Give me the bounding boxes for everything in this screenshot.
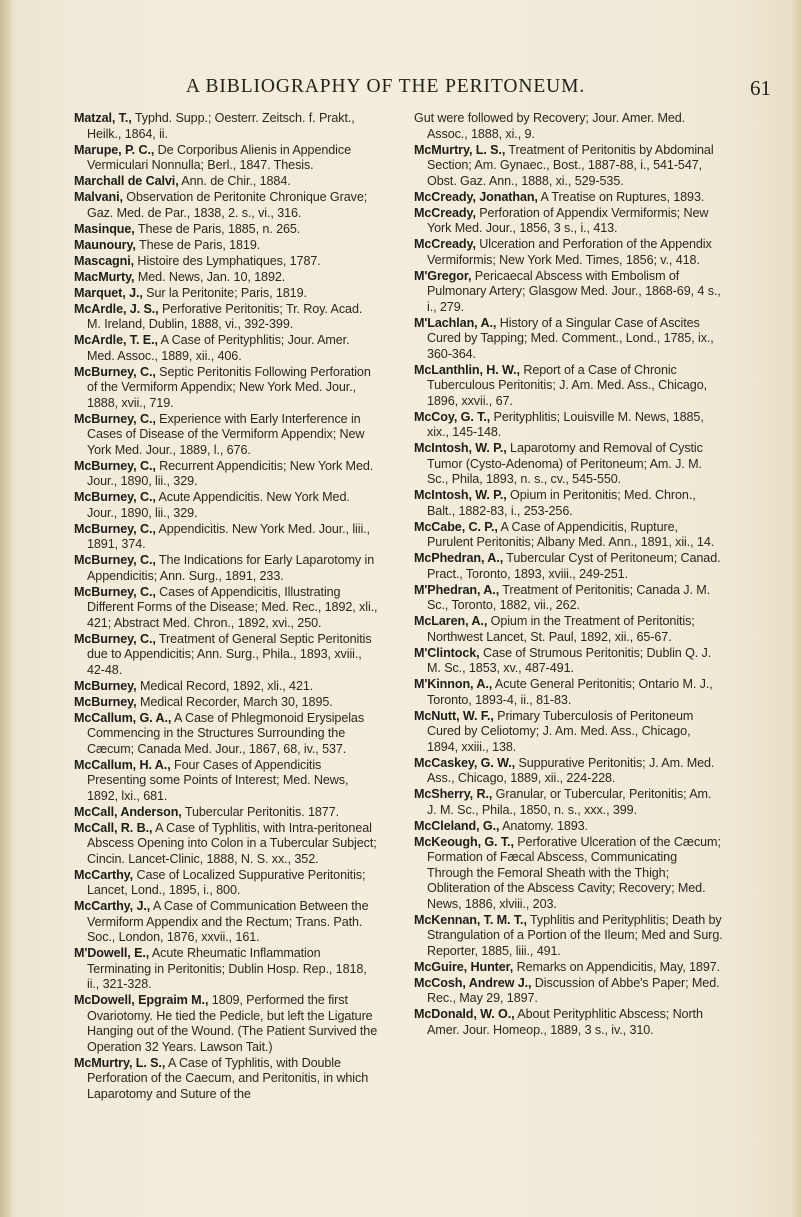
- entry-citation: Laparotomy and Removal of Cystic Tumor (Cysto-Adenoma) of Peritoneum; Am. J. M. Sc., Phila, 1893, n. s., cv., 545-550.: [427, 441, 703, 486]
- entry-author: McCarthy,: [74, 867, 134, 882]
- entry-author: McCarthy, J.,: [74, 899, 151, 913]
- entry-author: M'Dowell, E.,: [74, 946, 150, 960]
- bibliography-entry: [74, 821, 379, 868]
- entry-author: McBurney, C.,: [74, 364, 156, 379]
- entry-citation: Discussion of Abbe's Paper; Med. Rec., May 29, 1897.: [427, 975, 720, 1005]
- entry-citation: Anatomy. 1893.: [499, 818, 588, 833]
- entry-author: Mascagni,: [74, 253, 134, 268]
- page-title: A BIBLIOGRAPHY OF THE PERITONEUM.: [185, 76, 586, 97]
- bibliography-entry: [74, 679, 379, 695]
- entry-author: M'Lachlan, A.,: [414, 315, 497, 330]
- bibliography-entry: [74, 758, 379, 805]
- bibliography-entry: [74, 238, 379, 254]
- entry-citation: Recurrent Appendicitis; New York Med. Jour., 1890, lii., 329.: [87, 458, 374, 488]
- bibliography-entry: [74, 270, 379, 286]
- bibliography-entry: [414, 1007, 724, 1038]
- entry-citation: Ulceration and Perforation of the Appendix Vermiformis; New York Med. Times, 1856; v., 418.: [427, 237, 712, 267]
- entry-citation: Treatment of Peritonitis by Abdominal Section; Am. Gynaec., Bost., 1887-88, i., 541-547, Obst. Gaz. Ann., 1888, xi., 529-535.: [427, 142, 714, 188]
- entry-author: M'Kinnon, A.,: [414, 677, 493, 691]
- entry-citation: Case of Localized Suppurative Peritonitis; Lancet, Lond., 1895, i., 800.: [87, 867, 366, 897]
- entry-citation: Treatment of Peritonitis; Canada J. M. Sc., Toronto, 1882, vii., 262.: [427, 582, 711, 612]
- entry-citation: A Case of Communication Between the Vermiform Appendix and the Rectum; Trans. Path. Soc., London, 1876, xxvii., 161.: [87, 899, 369, 944]
- entry-citation: Granular, or Tubercular, Peritonitis; Am. J. M. Sc., Phila., 1850, n. s., xxx., 399.: [427, 787, 712, 817]
- bibliography-entry: [74, 174, 379, 190]
- entry-citation: Observation de Peritonite Chronique Grave; Gaz. Med. de Par., 1838, 2. s., vi., 316.: [87, 190, 368, 220]
- entry-citation: Four Cases of Appendicitis Presenting some Points of Interest; Med. News, 1892, lxi., 681.: [87, 757, 349, 803]
- bibliography-entry: [74, 899, 379, 946]
- entry-author: McArdle, T. E.,: [74, 333, 158, 347]
- entry-citation: Tubercular Peritonitis. 1877.: [181, 804, 340, 819]
- running-head: [0, 76, 801, 100]
- entry-author: McLaren, A.,: [414, 614, 488, 628]
- bibliography-entry: [74, 143, 379, 174]
- bibliography-entry: [74, 222, 379, 238]
- bibliography-entry: [414, 363, 724, 410]
- entry-citation: Experience with Early Interference in Cases of Disease of the Vermiform Appendix; New York Med. Jour., 1889, l., 676.: [87, 411, 365, 457]
- bibliography-entry: [414, 551, 724, 582]
- bibliography-entry: [74, 946, 379, 993]
- entry-citation: Perityphlitis; Louisville M. News, 1885, xix., 145-148.: [427, 409, 704, 439]
- bibliography-entry: [414, 237, 724, 268]
- entry-citation: Medical Record, 1892, xli., 421.: [136, 678, 314, 693]
- binding-shadow: [0, 0, 14, 1217]
- page-edge-shadow: [791, 0, 801, 1217]
- entry-author: McGuire, Hunter,: [414, 959, 514, 974]
- entry-author: McCosh, Andrew J.,: [414, 975, 532, 990]
- bibliography-entry: [414, 960, 724, 976]
- entry-author: Malvani,: [74, 190, 123, 204]
- bibliography-entry: [414, 316, 724, 363]
- entry-citation: Treatment of General Septic Peritonitis due to Appendicitis; Ann. Surg., Phila., 1893, xviii., 42-48.: [87, 631, 372, 677]
- entry-author: McCallum, H. A.,: [74, 757, 171, 772]
- entry-author: M'Phedran, A.,: [414, 582, 500, 597]
- entry-author: McMurtry, L. S.,: [414, 142, 506, 157]
- bibliography-entry: [74, 993, 379, 1055]
- bibliography-entry: [414, 488, 724, 519]
- entry-author: McBurney, C.,: [74, 458, 156, 473]
- entry-author: MacMurty,: [74, 269, 135, 284]
- entry-citation: Tubercular Cyst of Peritoneum; Canad. Pract., Toronto, 1893, xviii., 249-251.: [427, 551, 721, 581]
- entry-author: Masinque,: [74, 221, 135, 236]
- entry-citation: A Case of Typhlitis, with Double Perforation of the Caecum, and Peritonitis, in which Laparotomy and Suture of the: [87, 1055, 369, 1101]
- bibliography-entry: [414, 787, 724, 818]
- bibliography-entry: [414, 143, 724, 190]
- entry-author: McPhedran, A.,: [414, 551, 504, 565]
- bibliography-entry: [414, 976, 724, 1007]
- left-column: [74, 111, 379, 1103]
- entry-citation: Report of a Case of Chronic Tuberculous Peritonitis; J. Am. Med. Ass., Chicago, 1896, xxvii., 67.: [427, 362, 708, 408]
- entry-citation: Perforative Peritonitis; Tr. Roy. Acad. M. Ireland, Dublin, 1888, vi., 392-399.: [87, 301, 363, 331]
- bibliography-entry: [74, 365, 379, 412]
- entry-author: Matzal, T.,: [74, 111, 132, 125]
- entry-citation: Appendicitis. New York Med. Jour., liii., 1891, 374.: [87, 521, 370, 551]
- bibliography-entry: [74, 111, 379, 142]
- entry-author: Marchall de Calvi,: [74, 174, 179, 188]
- bibliography-entry: [74, 286, 379, 302]
- bibliography-entry: [74, 459, 379, 490]
- entry-author: M'Clintock,: [414, 645, 480, 660]
- bibliography-entry: [74, 805, 379, 821]
- entry-author: McCallum, G. A.,: [74, 710, 172, 725]
- bibliography-entry: [74, 695, 379, 711]
- entry-citation: Pericaecal Abscess with Embolism of Pulmonary Artery; Glasgow Med. Jour., 1868-69, 4 s., i., 279.: [427, 268, 721, 314]
- entry-author: McCready,: [414, 205, 476, 220]
- bibliography-entry: [74, 254, 379, 270]
- entry-author: McIntosh, W. P.,: [414, 441, 507, 455]
- entry-author: McKeough, G. T.,: [414, 834, 514, 849]
- entry-author: McCleland, G.,: [414, 818, 500, 833]
- entry-citation: History of a Singular Case of Ascites Cured by Tapping; Med. Comment., Lond., 1785, ix., 360-364.: [427, 315, 714, 361]
- entry-author: McSherry, R.,: [414, 787, 493, 801]
- bibliography-entry: [74, 412, 379, 459]
- entry-citation: 1809, Performed the first Ovariotomy. He tied the Pedicle, but left the Ligature Hanging out of the Wound. (The Patient Survived the Operation 32 Years. Lawson Tait.): [87, 993, 378, 1054]
- bibliography-entry: [414, 913, 724, 960]
- entry-author: McKennan, T. M. T.,: [414, 912, 527, 927]
- entry-citation: A Case of Perityphlitis; Jour. Amer. Med. Assoc., 1889, xii., 406.: [87, 333, 350, 363]
- entry-author: Marquet, J.,: [74, 285, 143, 300]
- entry-citation: Case of Strumous Peritonitis; Dublin Q. J. M. Sc., 1853, xv., 487-491.: [427, 645, 712, 675]
- entry-author: McDonald, W. O.,: [414, 1007, 515, 1021]
- bibliography-entry: [414, 646, 724, 677]
- bibliography-entry: [414, 835, 724, 913]
- entry-citation: A Case of Phlegmonoid Erysipelas Commencing in the Structures Surrounding the Cæcum; Canada Med. Jour., 1867, 68, iv., 537.: [87, 710, 365, 756]
- entry-citation: A Case of Typhlitis, with Intra-peritoneal Abscess Opening into Colon in a Tubercular Subject; Cincin. Lancet-Clinic, 1888, N. S. xx., 352.: [87, 820, 377, 866]
- bibliography-entry: [414, 206, 724, 237]
- entry-citation: Suppurative Peritonitis; J. Am. Med. Ass., Chicago, 1889, xii., 224-228.: [427, 755, 715, 785]
- entry-citation: Perforative Ulceration of the Cæcum; Formation of Fæcal Abscess, Communicating Through the Femoral Sheath with the Thigh; Obliteration of the Abscess Cavity; Recovery; Med. News, 1886, xlviii., 203.: [427, 834, 721, 911]
- bibliography-entry: [74, 632, 379, 679]
- bibliography-entry: [414, 677, 724, 708]
- entry-citation: Cases of Appendicitis, Illustrating Different Forms of the Disease; Med. Rec., 1892, xli., 421; Abstract Med. Chron., 1892, xvi., 250.: [87, 584, 378, 630]
- entry-author: McCall, Anderson,: [74, 804, 182, 819]
- entry-author: Marupe, P. C.,: [74, 142, 155, 157]
- entry-author: McBurney,: [74, 678, 137, 693]
- entry-author: Maunoury,: [74, 237, 136, 252]
- entry-citation: Med. News, Jan. 10, 1892.: [134, 269, 286, 284]
- entry-citation: These de Paris, 1819.: [135, 237, 261, 252]
- entry-author: McIntosh, W. P.,: [414, 488, 507, 502]
- entry-citation: The Indications for Early Laparotomy in Appendicitis; Ann. Surg., 1891, 233.: [87, 553, 375, 583]
- entry-citation: Sur la Peritonite; Paris, 1819.: [142, 285, 307, 300]
- bibliography-entry: [414, 410, 724, 441]
- bibliography-entry: [414, 614, 724, 645]
- entry-author: McCaskey, G. W.,: [414, 755, 516, 770]
- bibliography-entry: [414, 709, 724, 756]
- entry-author: McBurney, C.,: [74, 553, 156, 567]
- entry-citation: Remarks on Appendicitis, May, 1897.: [513, 959, 721, 974]
- bibliography-entry: [414, 269, 724, 316]
- bibliography-entry: [414, 520, 724, 551]
- bibliography-entry: [74, 190, 379, 221]
- bibliography-entry: [414, 756, 724, 787]
- bibliography-entry: [74, 711, 379, 758]
- entry-citation: A Case of Appendicitis, Rupture, Purulent Peritonitis; Albany Med. Ann., 1891, xii., 14.: [427, 519, 715, 549]
- bibliography-entry: [414, 583, 724, 614]
- entry-citation: Typhlitis and Perityphlitis; Death by Strangulation of a Portion of the Ileum; Med and Surg. Reporter, 1885, liii., 491.: [427, 912, 723, 958]
- bibliography-entry: [74, 868, 379, 899]
- entry-author: McBurney, C.,: [74, 631, 156, 646]
- entry-citation: Perforation of Appendix Vermiformis; New York Med. Jour., 1856, 3 s., i., 413.: [427, 205, 709, 235]
- entry-citation: Acute Appendicitis. New York Med. Jour., 1890, lii., 329.: [87, 490, 350, 520]
- entry-citation: Gut were followed by Recovery; Jour. Amer. Med. Assoc., 1888, xi., 9.: [414, 111, 686, 141]
- entry-citation: De Corporibus Alienis in Appendice Vermiculari Nonnulla; Berl., 1847. Thesis.: [87, 142, 351, 172]
- entry-author: McCoy, G. T.,: [414, 409, 491, 424]
- bibliography-entry: [74, 490, 379, 521]
- entry-author: McMurtry, L. S.,: [74, 1055, 166, 1070]
- entry-citation: Acute General Peritonitis; Ontario M. J., Toronto, 1893-4, ii., 81-83.: [427, 677, 713, 707]
- entry-author: McCready,: [414, 237, 476, 251]
- entry-citation: Opium in the Treatment of Peritonitis; Northwest Lancet, St. Paul, 1892, xii., 65-67.: [427, 614, 695, 644]
- entry-author: McBurney, C.,: [74, 584, 156, 599]
- bibliography-entry: [74, 522, 379, 553]
- entry-author: McBurney, C.,: [74, 490, 156, 504]
- entry-citation: These de Paris, 1885, n. 265.: [134, 221, 301, 236]
- bibliography-entry: [74, 302, 379, 333]
- entry-author: McCall, R. B.,: [74, 820, 153, 835]
- bibliography-entry: [74, 333, 379, 364]
- entry-author: McCabe, C. P.,: [414, 519, 498, 534]
- entry-author: McNutt, W. F.,: [414, 708, 494, 723]
- entry-author: M'Gregor,: [414, 268, 472, 283]
- entry-author: McBurney, C.,: [74, 521, 156, 536]
- entry-citation: Histoire des Lymphatiques, 1787.: [134, 253, 321, 268]
- entry-citation: Typhd. Supp.; Oesterr. Zeitsch. f. Prakt., Heilk., 1864, ii.: [87, 111, 355, 141]
- entry-citation: About Perityphlitic Abscess; North Amer. Jour. Homeop., 1889, 3 s., iv., 310.: [427, 1007, 703, 1037]
- entry-citation: Primary Tuberculosis of Peritoneum Cured by Celiotomy; J. Am. Med. Ass., Chicago, 1894, xxiii., 138.: [427, 708, 694, 754]
- entry-citation: A Treatise on Ruptures, 1893.: [537, 189, 705, 204]
- bibliography-entry: [414, 441, 724, 488]
- entry-author: McDowell, Epgraim M.,: [74, 993, 209, 1007]
- entry-author: McBurney, C.,: [74, 411, 156, 426]
- entry-citation: Ann. de Chir., 1884.: [178, 174, 291, 188]
- entry-author: McBurney,: [74, 694, 137, 709]
- bibliography-entry: [414, 190, 724, 206]
- entry-author: McCready, Jonathan,: [414, 189, 538, 204]
- entry-author: McLanthlin, H. W.,: [414, 362, 520, 377]
- bibliography-entry: [74, 553, 379, 584]
- entry-citation: Medical Recorder, March 30, 1895.: [136, 694, 333, 709]
- page-number: 61: [750, 76, 771, 100]
- bibliography-entry: [74, 1056, 379, 1103]
- entry-citation: Opium in Peritonitis; Med. Chron., Balt., 1882-83, i., 253-256.: [427, 488, 696, 518]
- entry-author: McArdle, J. S.,: [74, 301, 159, 316]
- entry-citation: Acute Rheumatic Inflammation Terminating in Peritonitis; Dublin Hosp. Rep., 1818, ii., 321-328.: [87, 946, 367, 991]
- bibliography-entry: [414, 819, 724, 835]
- right-column: [414, 111, 724, 1039]
- bibliography-entry: [74, 585, 379, 632]
- entry-citation: Septic Peritonitis Following Perforation of the Vermiform Appendix; New York Med. Jour., 1888, xvii., 719.: [87, 364, 371, 410]
- bibliography-entry: [414, 111, 724, 142]
